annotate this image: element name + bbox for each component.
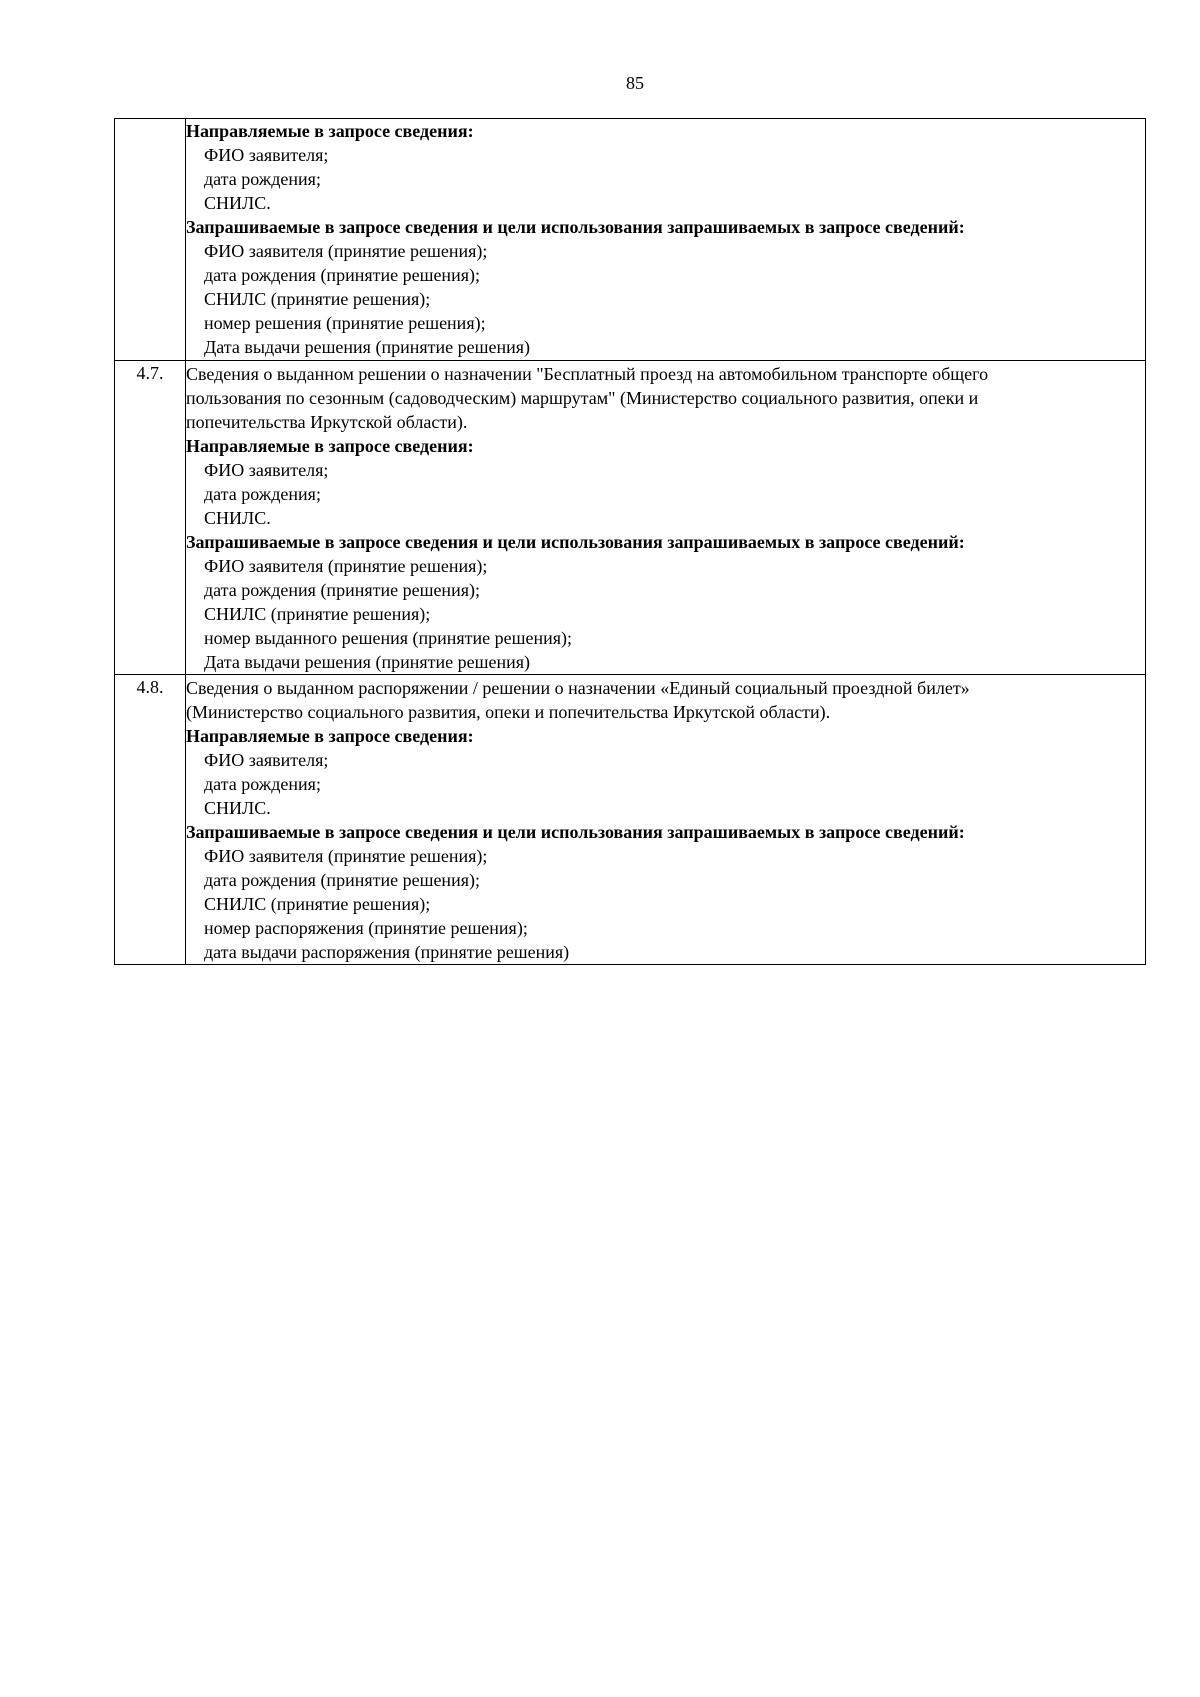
row-description-line: Сведения о выданном распоряжении / решении о назначении «Единый социальный проездной билет» (186, 678, 970, 698)
row-description-line: (Министерство социального развития, опеки и попечительства Иркутской области). (186, 702, 831, 722)
sent-heading: Направляемые в запросе сведения: (186, 121, 474, 141)
list-item: СНИЛС. (204, 193, 271, 213)
list-item: СНИЛС. (204, 508, 271, 528)
row-description-line: Сведения о выданном решении о назначении "Бесплатный проезд на автомобильном транспорте общего (186, 364, 989, 384)
row-number (115, 119, 186, 361)
list-item: ФИО заявителя (принятие решения); (204, 556, 488, 576)
list-item: дата рождения (принятие решения); (204, 870, 480, 890)
row-content (186, 361, 1146, 675)
row-content (186, 119, 1146, 361)
list-item: дата выдачи распоряжения (принятие решения) (204, 942, 570, 962)
list-item: ФИО заявителя; (204, 460, 329, 480)
list-item: СНИЛС (принятие решения); (204, 894, 431, 914)
list-item: СНИЛС. (204, 798, 271, 818)
list-item: ФИО заявителя (принятие решения); (204, 846, 488, 866)
list-item: дата рождения; (204, 774, 321, 794)
list-item: СНИЛС (принятие решения); (204, 289, 431, 309)
services-table (114, 118, 1146, 965)
row-number: 4.7. (115, 361, 186, 675)
row-description-line: попечительства Иркутской области). (186, 412, 468, 432)
sent-heading: Направляемые в запросе сведения: (186, 436, 474, 456)
page-number: 85 (626, 73, 644, 93)
requested-heading: Запрашиваемые в запросе сведения и цели использования запрашиваемых в запросе сведений: (186, 217, 965, 237)
list-item: номер выданного решения (принятие решения); (204, 628, 573, 648)
list-item: дата рождения (принятие решения); (204, 265, 480, 285)
list-item: номер решения (принятие решения); (204, 313, 486, 333)
list-item: Дата выдачи решения (принятие решения) (204, 652, 531, 672)
table-row (115, 361, 1146, 675)
table-row (115, 119, 1146, 361)
row-description-line: пользования по сезонным (садоводческим) маршрутам" (Министерство социального развития, опеки и (186, 388, 979, 408)
list-item: ФИО заявителя (принятие решения); (204, 241, 488, 261)
list-item: номер распоряжения (принятие решения); (204, 918, 528, 938)
row-number: 4.8. (115, 675, 186, 965)
sent-heading: Направляемые в запросе сведения: (186, 726, 474, 746)
requested-heading: Запрашиваемые в запросе сведения и цели использования запрашиваемых в запросе сведений: (186, 822, 965, 842)
list-item: ФИО заявителя; (204, 145, 329, 165)
list-item: ФИО заявителя; (204, 750, 329, 770)
list-item: Дата выдачи решения (принятие решения) (204, 337, 531, 357)
requested-heading: Запрашиваемые в запросе сведения и цели использования запрашиваемых в запросе сведений: (186, 532, 965, 552)
row-content (186, 675, 1146, 965)
list-item: дата рождения; (204, 169, 321, 189)
list-item: СНИЛС (принятие решения); (204, 604, 431, 624)
list-item: дата рождения (принятие решения); (204, 580, 480, 600)
table-row (115, 675, 1146, 965)
list-item: дата рождения; (204, 484, 321, 504)
